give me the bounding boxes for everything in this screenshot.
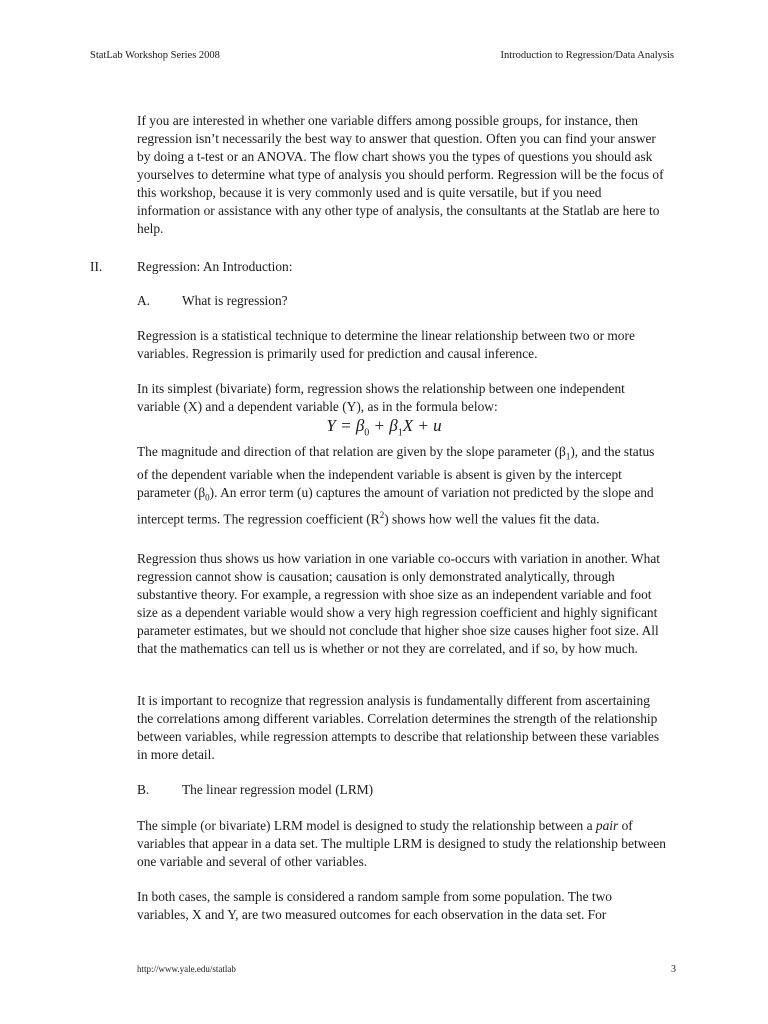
paragraph-bivariate: In its simplest (bivariate) form, regression shows the relationship between one independent variable (X) and a dependent variable (Y), as in the formula below: bbox=[137, 381, 625, 414]
page-number: 3 bbox=[671, 964, 676, 975]
footer-url: http://www.yale.edu/statlab bbox=[137, 964, 236, 974]
paragraph-parameters: The magnitude and direction of that relation are given by the slope parameter $(\beta_1)$, and the status of the dependent variable when the independent variable is absent is given by the intercept parameter $(\beta_0)$. An error term (u) captures the amount of variation not predicted by the slope and intercept terms. The regression coefficient $(R^2)$ shows how well the values fit the data. bbox=[137, 444, 655, 527]
subsection-title-a: What is regression? bbox=[182, 293, 288, 308]
subsection-title-b: The linear regression model (LRM) bbox=[182, 782, 374, 797]
paragraph-lrm: The simple (or bivariate) LRM model is designed to study the relationship between a pair of variables that appear in a data set. The multiple LRM is designed to study the relationship between one variable and several of other variables. bbox=[137, 818, 666, 869]
subsection-number-b: B. bbox=[137, 782, 150, 797]
paragraph-correlation: It is important to recognize that regression analysis is fundamentally different from ascertaining the correlations among different variables. Correlation determines the strength of the relationship between variables, while regression attempts to describe that relationship between these variables in more detail. bbox=[137, 693, 660, 762]
paragraph-causation: Regression thus shows us how variation in one variable co-occurs with variation in another. What regression cannot show is causation; causation is only demonstrated analytically, through substantive theory. For example, a regression with shoe size as an independent variable and foot size as a dependent variable would show a very high regression coefficient and highly significant parameter estimates, but we should not conclude that higher shoe size causes higher foot size. All that the mathematics can tell us is whether or not they are correlated, and if so, by how much. bbox=[137, 551, 660, 656]
section-number-ii: II. bbox=[90, 259, 103, 274]
paragraph-intro: If you are interested in whether one variable differs among possible groups, for instance, then regression isn’t necessarily the best way to answer that question. Often you can find your answer by doing a t-test or an ANOVA. The flow chart shows you the types of questions you should ask yourselves to determine what type of analysis you should perform. Regression will be the focus of this workshop, because it is very commonly used and is quite versatile, but if you need information or assistance with any other type of analysis, the consultants at the Statlab are here to help. bbox=[137, 113, 664, 236]
header-right: Introduction to Regression/Data Analysis bbox=[500, 50, 674, 61]
section-title-ii: Regression: An Introduction: bbox=[137, 259, 293, 274]
paragraph-what-is-regression: Regression is a statistical technique to determine the linear relationship between two or more variables. Regression is primarily used for prediction and causal inference. bbox=[137, 328, 635, 361]
subsection-number-a: A. bbox=[137, 293, 151, 308]
regression-equation: $Y = \beta_0 + \beta_1X + u$ bbox=[326, 416, 442, 439]
header-left: StatLab Workshop Series 2008 bbox=[90, 50, 220, 61]
paragraph-sample: In both cases, the sample is considered a random sample from some population. The two variables, X and Y, are two measured outcomes for each observation in the data set. For bbox=[137, 889, 613, 922]
